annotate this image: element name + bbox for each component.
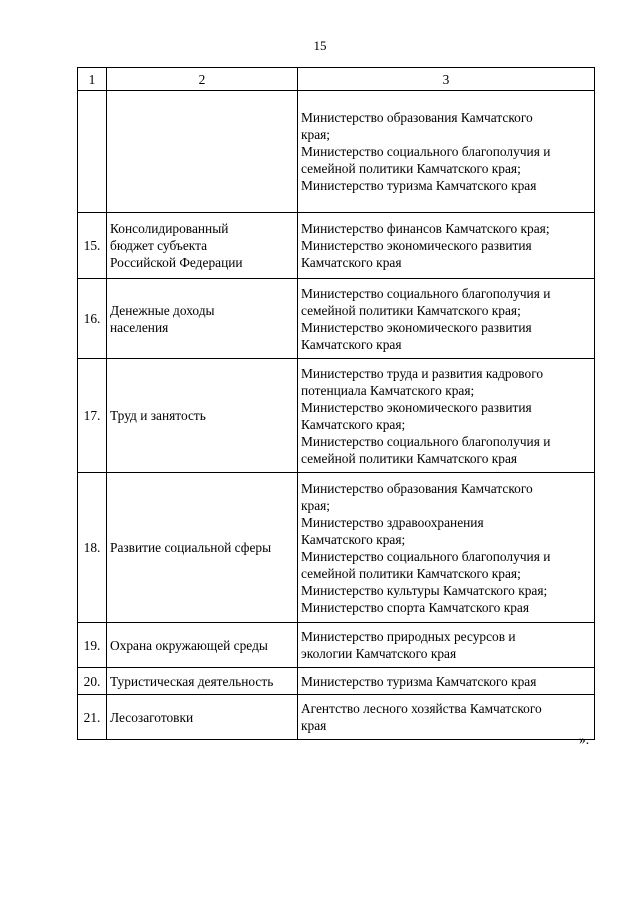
ministry-line: Камчатского края; bbox=[301, 416, 406, 432]
closing-quote: ». bbox=[579, 732, 590, 747]
table-row bbox=[78, 213, 595, 279]
column-header-2: 2 bbox=[107, 68, 298, 91]
row-ministries bbox=[298, 695, 595, 740]
row-topic bbox=[107, 91, 298, 213]
ministry-line: семейной политики Камчатского края; bbox=[301, 565, 521, 581]
row-number: 16. bbox=[78, 279, 107, 359]
table-row bbox=[78, 473, 595, 623]
row-number bbox=[78, 91, 107, 213]
table-row bbox=[78, 668, 595, 695]
row-topic bbox=[107, 213, 298, 279]
ministry-line: края bbox=[301, 718, 327, 733]
ministry-line: Министерство труда и развития кадрового bbox=[301, 365, 544, 381]
topic-line: Развитие социальной сферы bbox=[110, 540, 272, 555]
table-row bbox=[78, 623, 595, 668]
row-number: 17. bbox=[78, 359, 107, 473]
row-number: 15. bbox=[78, 213, 107, 279]
ministry-line: края; bbox=[301, 127, 331, 142]
topic-line: Туристическая деятельность bbox=[110, 673, 274, 689]
table-row bbox=[78, 695, 595, 740]
ministry-line: Министерство здравоохранения bbox=[301, 514, 484, 530]
ministry-line: семейной политики Камчатского края bbox=[301, 450, 518, 466]
topic-line: Лесозаготовки bbox=[110, 709, 194, 725]
row-ministries bbox=[298, 213, 595, 279]
ministry-line: Министерство экономического развития bbox=[301, 238, 532, 253]
ministry-line: семейной политики Камчатского края; bbox=[301, 161, 521, 176]
row-ministries bbox=[298, 91, 595, 213]
ministry-line: экологии Камчатского края bbox=[301, 646, 457, 661]
ministry-line: Министерство туризма Камчатского края bbox=[301, 178, 537, 193]
ministry-line: Министерство экономического развития bbox=[301, 319, 532, 335]
ministry-line: Министерство спорта Камчатского края bbox=[301, 599, 530, 615]
ministry-line: Министерство социального благополучия и bbox=[301, 433, 551, 449]
ministry-line: Министерство социального благополучия и bbox=[301, 144, 551, 159]
row-topic bbox=[107, 623, 298, 668]
row-ministries bbox=[298, 623, 595, 668]
row-topic bbox=[107, 473, 298, 623]
topic-line: Охрана окружающей среды bbox=[110, 637, 268, 653]
ministry-line: Министерство культуры Камчатского края; bbox=[301, 582, 548, 598]
table-header-row bbox=[78, 68, 595, 91]
row-number: 21. bbox=[78, 695, 107, 740]
row-ministries bbox=[298, 473, 595, 623]
ministry-line: семейной политики Камчатского края; bbox=[301, 302, 521, 318]
ministry-line: Министерство финансов Камчатского края; bbox=[301, 221, 550, 236]
topic-line: Денежные доходы bbox=[110, 302, 215, 318]
page-number: 15 bbox=[313, 38, 327, 53]
topic-line: населения bbox=[110, 319, 169, 335]
ministry-line: Камчатского края bbox=[301, 336, 402, 352]
ministry-line: края; bbox=[301, 497, 331, 513]
table-row bbox=[78, 279, 595, 359]
ministry-line: Камчатского края; bbox=[301, 531, 406, 547]
ministry-line: Министерство образования Камчатского bbox=[301, 110, 533, 125]
row-number: 20. bbox=[78, 668, 107, 695]
table-row bbox=[78, 359, 595, 473]
row-topic bbox=[107, 668, 298, 695]
ministry-line: Министерство образования Камчатского bbox=[301, 480, 533, 496]
row-topic bbox=[107, 359, 298, 473]
row-number: 19. bbox=[78, 623, 107, 668]
topic-line: Российской Федерации bbox=[110, 255, 243, 270]
topic-line: Труд и занятость bbox=[110, 408, 206, 423]
topic-line: бюджет субъекта bbox=[110, 238, 208, 253]
column-header-1: 1 bbox=[78, 68, 107, 91]
ministry-line: Министерство социального благополучия и bbox=[301, 548, 551, 564]
ministry-line: Министерство социального благополучия и bbox=[301, 285, 551, 301]
ministries-table bbox=[77, 67, 595, 740]
ministry-line: потенциала Камчатского края; bbox=[301, 382, 475, 398]
row-ministries bbox=[298, 668, 595, 695]
row-ministries bbox=[298, 359, 595, 473]
row-number: 18. bbox=[78, 473, 107, 623]
ministry-line: Министерство туризма Камчатского края bbox=[301, 673, 537, 689]
topic-line: Консолидированный bbox=[110, 221, 229, 236]
ministry-line: Агентство лесного хозяйства Камчатского bbox=[301, 701, 542, 716]
column-header-3: 3 bbox=[298, 68, 595, 91]
ministry-line: Камчатского края bbox=[301, 255, 402, 270]
row-topic bbox=[107, 695, 298, 740]
table-row bbox=[78, 91, 595, 213]
row-ministries bbox=[298, 279, 595, 359]
row-topic bbox=[107, 279, 298, 359]
ministry-line: Министерство природных ресурсов и bbox=[301, 629, 516, 644]
ministry-line: Министерство экономического развития bbox=[301, 399, 532, 415]
